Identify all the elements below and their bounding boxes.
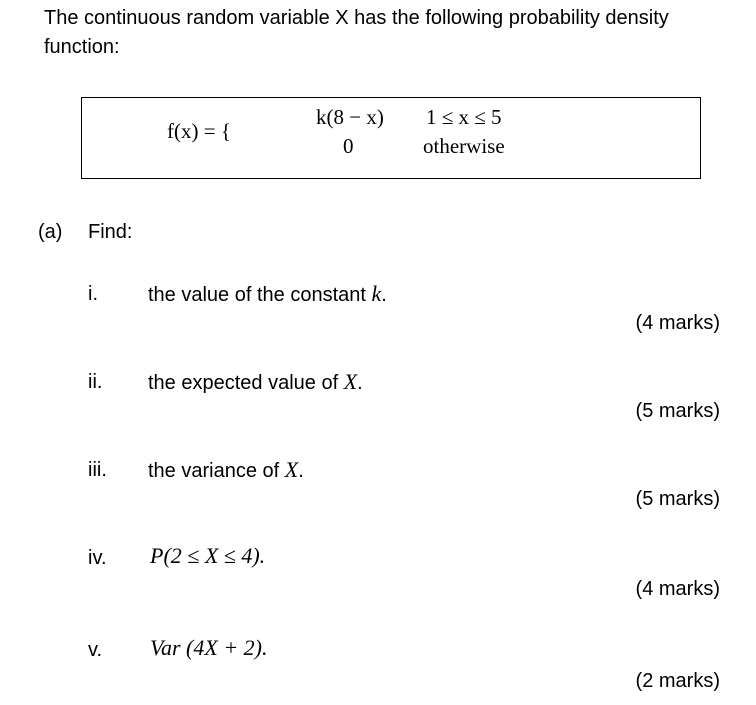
question-3-var: X <box>284 457 299 482</box>
case-1-expression: k(8 − x) <box>316 105 384 129</box>
question-2-pre: the expected value of <box>148 372 344 394</box>
pdf-lhs <box>167 119 231 143</box>
case-1-condition: 1 ≤ x ≤ 5 <box>426 105 502 129</box>
question-2-var: X <box>343 369 358 394</box>
question-5-math: Var (4X + 2). <box>150 635 268 660</box>
question-2-post: . <box>357 372 363 394</box>
question-3-post: . <box>298 460 304 482</box>
question-4-number: iv. <box>88 547 107 569</box>
question-2-marks: (5 marks) <box>635 400 720 422</box>
question-4-marks: (4 marks) <box>635 578 720 600</box>
question-3-text <box>148 457 304 484</box>
question-3-pre: the variance of <box>148 460 285 482</box>
question-1-marks: (4 marks) <box>635 312 720 334</box>
question-1-number: i. <box>88 283 98 305</box>
intro-line-2: function: <box>44 36 120 58</box>
question-4-math: P(2 ≤ X ≤ 4). <box>150 543 266 568</box>
question-1-pre: the value of the constant <box>148 284 372 306</box>
question-2-number: ii. <box>88 371 103 393</box>
intro-line-1: The continuous random variable X has the following probability density <box>44 7 669 29</box>
question-1-post: . <box>381 284 387 306</box>
question-1-text <box>148 281 387 308</box>
case-2-condition: otherwise <box>423 134 505 158</box>
part-a-label: (a) <box>38 221 63 243</box>
part-a-heading: Find: <box>88 221 133 243</box>
pdf-definition-box <box>81 97 701 179</box>
question-5-marks: (2 marks) <box>635 670 720 692</box>
pdf-lhs-text: f(x) = { <box>167 119 231 143</box>
question-2-text <box>148 369 363 396</box>
question-5-number: v. <box>88 639 103 661</box>
question-intro <box>44 4 734 62</box>
question-1-var: k <box>371 281 382 306</box>
case-2-expression: 0 <box>343 134 354 158</box>
question-3-marks: (5 marks) <box>635 488 720 510</box>
question-3-number: iii. <box>88 459 107 481</box>
